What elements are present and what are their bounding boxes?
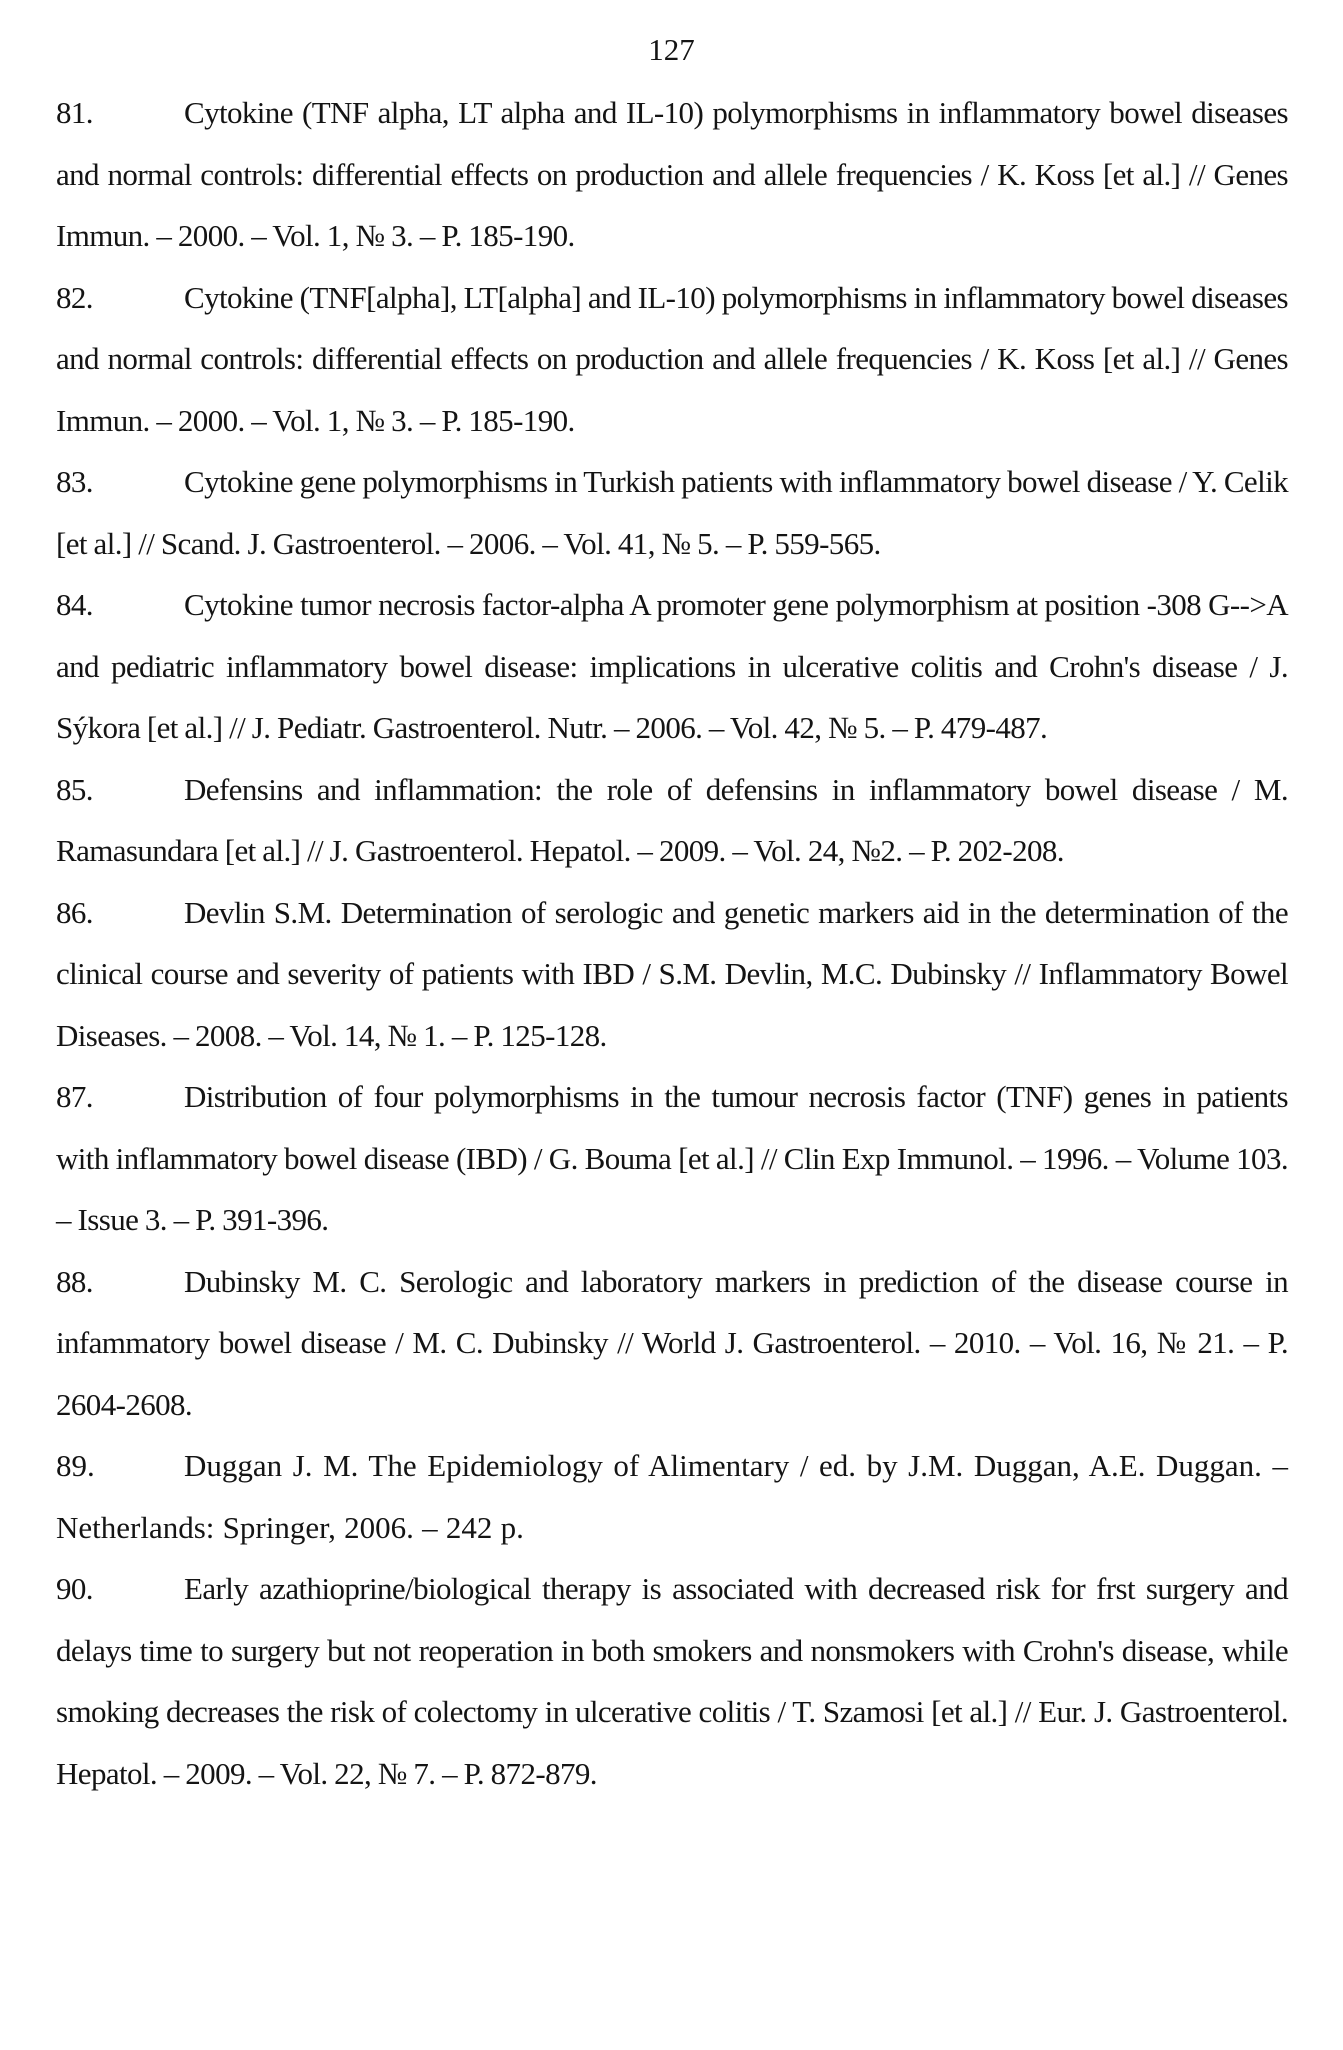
reference-text: Defensins and inflammation: the role of defensins in inflammatory bowel disease / M. Ramasundara [et al.] // J. Gastroenterol. Hepatol. – 2009. – Vol. 24, №2. – P. 202-208. bbox=[56, 771, 1288, 868]
reference-item bbox=[56, 1251, 1288, 1436]
reference-item bbox=[56, 882, 1288, 1067]
reference-item bbox=[56, 1066, 1288, 1251]
reference-item bbox=[56, 267, 1288, 452]
reference-item bbox=[56, 1435, 1288, 1558]
reference-item bbox=[56, 82, 1288, 267]
reference-item bbox=[56, 759, 1288, 882]
reference-number: 81. bbox=[56, 95, 93, 130]
page-number: 127 bbox=[648, 32, 695, 67]
reference-number: 83. bbox=[56, 464, 93, 499]
reference-text: Distribution of four polymorphisms in the tumour necrosis factor (TNF) genes in patients with inflammatory bowel disease (IBD) / G. Bouma [et al.] // Clin Exp Immunol. – 1996. – Volume 103. – Issue 3. – P. 391-396. bbox=[56, 1079, 1288, 1237]
reference-text: Dubinsky M. C. Serologic and laboratory markers in prediction of the disease course in infammatory bowel disease / M. C. Dubinsky // World J. Gastroenterol. – 2010. – Vol. 16, № 21. – P. 2604-2608. bbox=[56, 1263, 1288, 1422]
reference-text: Duggan J. M. The Epidemiology of Alimentary / ed. by J.M. Duggan, A.E. Duggan. – Netherlands: Springer, 2006. – 242 p. bbox=[56, 1448, 1288, 1545]
reference-text: Cytokine (TNF[alpha], LT[alpha] and IL-10) polymorphisms in inflammatory bowel diseases and normal controls: differential effects on production and allele frequencies / K. Koss [et al.] // Genes Immun. – 2000. – Vol. 1, № 3. – P. 185-190. bbox=[56, 279, 1288, 438]
reference-item bbox=[56, 451, 1288, 574]
reference-text: Cytokine gene polymorphisms in Turkish patients with inflammatory bowel disease / Y. Celik [et al.] // Scand. J. Gastroenterol. – 2006. – Vol. 41, № 5. – P. 559-565. bbox=[56, 464, 1288, 561]
reference-text: Early azathioprine/biological therapy is associated with decreased risk for frst surgery and delays time to surgery but not reoperation in both smokers and nonsmokers with Crohn's disease, while smoking decreases the risk of colectomy in ulcerative colitis / T. Szamosi [et al.] // Eur. J. Gastroenterol. Hepatol. – 2009. – Vol. 22, № 7. – P. 872-879. bbox=[56, 1571, 1288, 1791]
reference-number: 88. bbox=[56, 1263, 93, 1299]
reference-number: 84. bbox=[56, 587, 93, 622]
reference-item bbox=[56, 1558, 1288, 1804]
reference-number: 89. bbox=[56, 1448, 95, 1483]
reference-number: 90. bbox=[56, 1571, 93, 1606]
reference-text: Cytokine (TNF alpha, LT alpha and IL-10) polymorphisms in inflammatory bowel diseases and normal controls: differential effects on production and allele frequencies / K. Koss [et al.] // Genes Immun. – 2000. – Vol. 1, № 3. – P. 185-190. bbox=[56, 95, 1288, 253]
reference-text: Devlin S.M. Determination of serologic and genetic markers aid in the determination of the clinical course and severity of patients with IBD / S.M. Devlin, M.C. Dubinsky // Inflammatory Bowel Diseases. – 2008. – Vol. 14, № 1. – P. 125-128. bbox=[56, 894, 1288, 1053]
reference-number: 85. bbox=[56, 771, 93, 807]
reference-list bbox=[56, 82, 1288, 1804]
reference-text: Cytokine tumor necrosis factor-alpha A promoter gene polymorphism at position -308 G-->A and pediatric inflammatory bowel disease: implications in ulcerative colitis and Crohn's disease / J. Sýkora [et al.] // J. Pediatr. Gastroenterol. Nutr. – 2006. – Vol. 42, № 5. – P. 479-487. bbox=[56, 587, 1288, 745]
reference-number: 87. bbox=[56, 1079, 93, 1114]
reference-number: 82. bbox=[56, 279, 93, 315]
reference-item bbox=[56, 574, 1288, 759]
reference-number: 86. bbox=[56, 894, 93, 930]
